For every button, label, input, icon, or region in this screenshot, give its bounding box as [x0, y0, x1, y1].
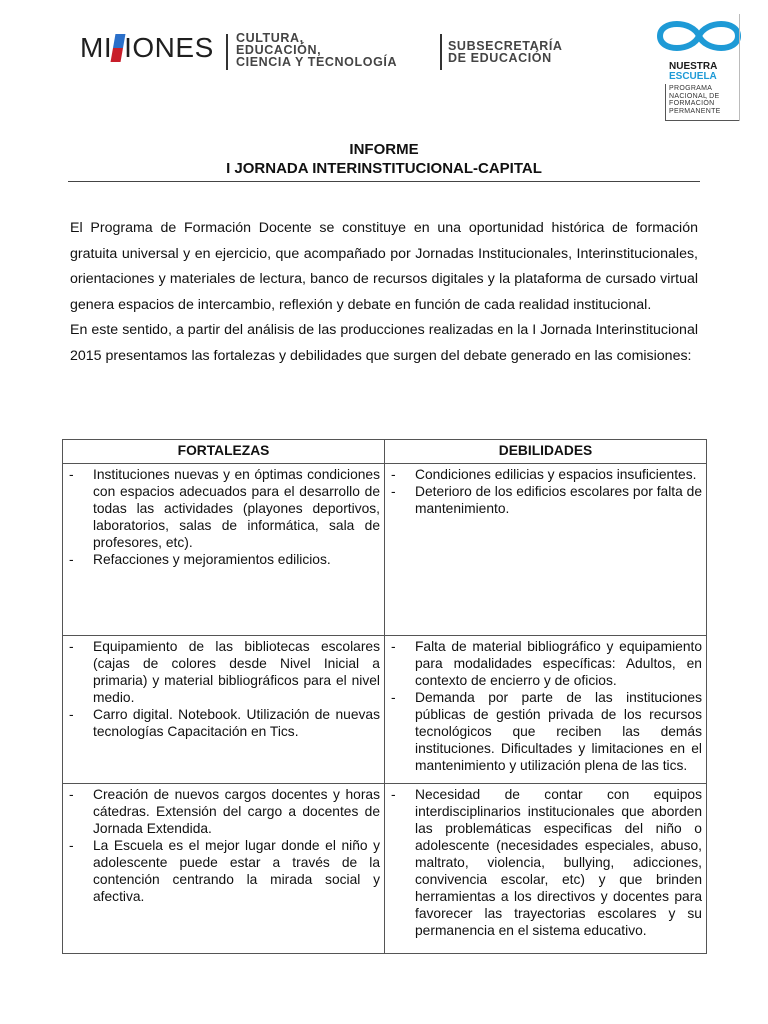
fortalezas-cell [63, 464, 385, 636]
intro-text [70, 216, 698, 369]
list-item: - Demanda por parte de las instituciones públicas de gestión privada de los recursos tecnológicos que reciben las demás instituciones. Dificultades y limitaciones en el mantenimiento y utilización plena de las tics. [389, 689, 702, 774]
list-item: - Refacciones y mejoramientos edilicios. [67, 551, 380, 568]
fortalezas-cell [63, 784, 385, 954]
page-header [0, 0, 768, 130]
column-header-debilidades: DEBILIDADES [385, 440, 707, 464]
logo-rule [739, 14, 740, 121]
title-underline [68, 181, 700, 182]
list-item: - Deterioro de los edificios escolares por falta de mantenimiento. [389, 483, 702, 517]
header-divider [226, 34, 228, 70]
list-item: - Equipamiento de las bibliotecas escolares (cajas de colores desde Nivel Inicial a primaria) y material bibliográficos para el nivel medio. [67, 638, 380, 706]
nuestra-escuela-subtitle: PROGRAMA NACIONAL DE FORMACIÓN PERMANENTE [669, 85, 721, 115]
strengths-weaknesses-table [62, 439, 707, 954]
fortalezas-cell [63, 636, 385, 784]
header-divider [440, 34, 442, 70]
ministry-name: CULTURA, EDUCACIÓN, CIENCIA Y TECNOLOGÍA [236, 31, 398, 69]
list-item: - La Escuela es el mejor lugar donde el niño y adolescente puede estar a través de la contención centrando la mirada social y afectiva. [67, 837, 380, 905]
debilidades-cell [385, 784, 707, 954]
table-header-row [63, 440, 707, 464]
debilidades-cell [385, 464, 707, 636]
list-item: - Condiciones edilicias y espacios insuficientes. [389, 466, 702, 483]
table-row [63, 464, 707, 636]
paragraph: El Programa de Formación Docente se constituye en una oportunidad histórica de formación gratuita universal y en ejercicio, que acompañado por Jornadas Institucionales, Interinstitucionales, orientaciones y materiales de lectura, banco de recursos digitales y la plataforma de cursado virtual genera espacios de intercambio, reflexión y debate en función de cada realidad institucional. [70, 220, 698, 313]
list-item: - Creación de nuevos cargos docentes y horas cátedras. Extensión del cargo a docentes de Jornada Extendida. [67, 786, 380, 837]
document-title: INFORME [349, 141, 419, 158]
table-row [63, 784, 707, 954]
list-item: - Necesidad de contar con equipos interdisciplinarios institucionales que aborden las problemáticas especificas del niño o adolescente (necesidades especiales, abuso, maltrato, violencia, bullying, adicciones, convivencia escolar, etc) y que brinden herramientas a los directivos y docentes para favorecer las trayectorias escolares y su permanencia en el sistema educativo. [389, 786, 702, 939]
list-item: - Instituciones nuevas y en óptimas condiciones con espacios adecuados para el desarrollo de todas las actividades (playones deportivos, laboratorios, salas de informática, sala de profesores, etc). [67, 466, 380, 551]
list-item: - Carro digital. Notebook. Utilización de nuevas tecnologías Capacitación en Tics. [67, 706, 380, 740]
misiones-logo: MI IONES [80, 32, 214, 63]
column-header-fortalezas: FORTALEZAS [63, 440, 385, 464]
subsecretaria-name: SUBSECRETARÍA DE EDUCACIÓN [448, 39, 563, 65]
flag-icon [111, 34, 126, 62]
logo-rule [665, 120, 739, 121]
nuestra-escuela-title: NUESTRA ESCUELA [669, 61, 718, 82]
list-item: - Falta de material bibliográfico y equipamiento para modalidades específicas: Adultos, en contexto de encierro y de oficios. [389, 638, 702, 689]
paragraph: En este sentido, a partir del análisis de las producciones realizadas en la I Jornada Interinstitucional 2015 presentamos las fortalezas y debilidades que surgen del debate generado en las comisiones: [70, 322, 698, 364]
logo-rule [665, 84, 666, 120]
debilidades-cell [385, 636, 707, 784]
table-row [63, 636, 707, 784]
document-subtitle: I JORNADA INTERINSTITUCIONAL-CAPITAL [226, 160, 542, 177]
